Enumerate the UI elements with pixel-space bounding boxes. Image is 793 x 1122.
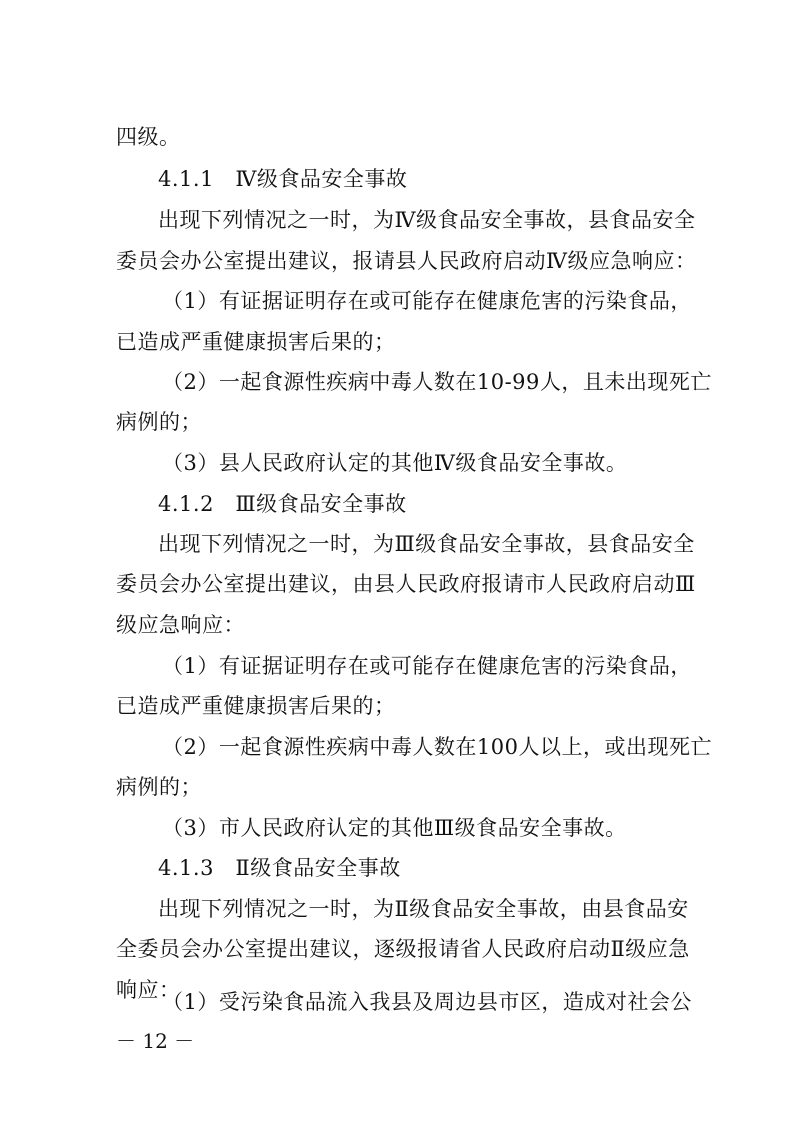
page-number: － 12 － bbox=[116, 1029, 195, 1053]
text-line: 四级。 bbox=[116, 125, 181, 149]
text-line: 已造成严重健康损害后果的； bbox=[116, 694, 396, 718]
list-item: （1）受污染食品流入我县及周边县市区，造成对社会公 bbox=[162, 990, 692, 1014]
text-line: 病例的； bbox=[116, 775, 202, 799]
text-line: 全委员会办公室提出建议，逐级报请省人民政府启动Ⅱ级应急 bbox=[116, 937, 690, 961]
text-line: 出现下列情况之一时，为Ⅳ级食品安全事故，县食品安全 bbox=[158, 208, 696, 232]
list-item: （2）一起食源性疾病中毒人数在10-99人，且未出现死亡 bbox=[162, 370, 712, 394]
text-line: 委员会办公室提出建议，报请县人民政府启动Ⅳ级应急响应： bbox=[116, 249, 697, 273]
section-heading: 4.1.2 Ⅲ级食品安全事故 bbox=[158, 492, 407, 516]
text-line: 已造成严重健康损害后果的； bbox=[116, 330, 396, 354]
list-item: （3）县人民政府认定的其他Ⅳ级食品安全事故。 bbox=[162, 451, 628, 475]
list-item: （2）一起食源性疾病中毒人数在100人以上，或出现死亡 bbox=[162, 735, 712, 759]
text-line: 委员会办公室提出建议，由县人民政府报请市人民政府启动Ⅲ bbox=[116, 572, 696, 596]
text-line: 级应急响应： bbox=[116, 613, 245, 637]
section-heading: 4.1.1 Ⅳ级食品安全事故 bbox=[158, 167, 408, 191]
text-line: 出现下列情况之一时，为Ⅲ级食品安全事故，县食品安全 bbox=[158, 532, 695, 556]
text-line: 病例的； bbox=[116, 410, 202, 434]
text-line: 响应： bbox=[116, 978, 181, 1002]
list-item: （1）有证据证明存在或可能存在健康危害的污染食品， bbox=[162, 654, 692, 678]
section-heading: 4.1.3 Ⅱ级食品安全事故 bbox=[158, 856, 401, 880]
list-item: （1）有证据证明存在或可能存在健康危害的污染食品， bbox=[162, 289, 692, 313]
list-item: （3）市人民政府认定的其他Ⅲ级食品安全事故。 bbox=[162, 816, 627, 840]
text-line: 出现下列情况之一时，为Ⅱ级食品安全事故，由县食品安 bbox=[158, 897, 689, 921]
